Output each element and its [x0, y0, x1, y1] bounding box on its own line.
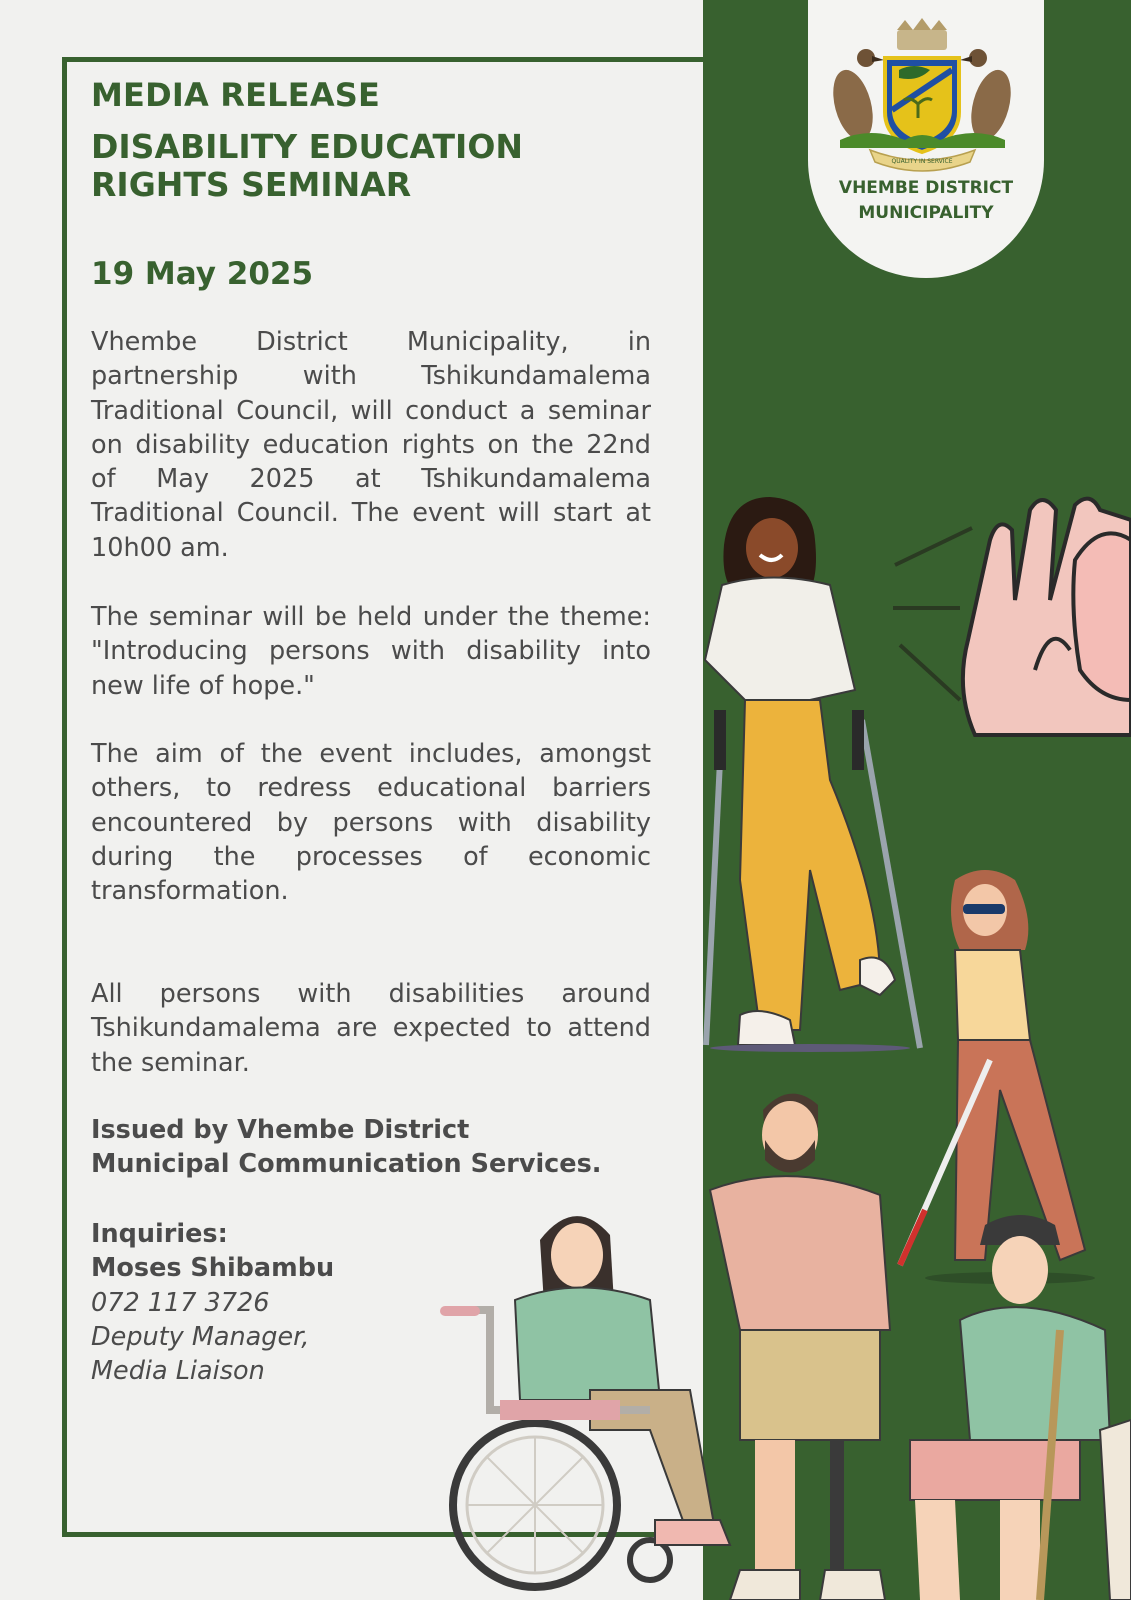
man-crutch-cap-illustration [910, 1215, 1131, 1600]
logo-motto: QUALITY IN SERVICE [891, 158, 953, 165]
paragraph-aim: The aim of the event includes, amongst others, to redress educational barriers encountered by persons with disability during the processes of economic transformation. [91, 739, 651, 907]
woman-crutches-illustration [705, 497, 920, 1052]
contact-role-line-1: Deputy Manager, [91, 1321, 310, 1352]
release-date: 19 May 2025 [91, 256, 314, 292]
paragraph-event-details: Vhembe District Municipality, in partnership with Tshikundamalema Traditional Council, will conduct a seminar on disability education rights on the 22nd of May 2025 at Tshikundamalema Traditional Council. The event will start at 10h00 am. [91, 327, 651, 563]
hand-ear-icon [893, 499, 1131, 735]
paragraph-theme: The seminar will be held under the theme: "Introducing persons with disability into new life of hope." [91, 602, 651, 701]
contact-name: Moses Shibambu [91, 1253, 335, 1284]
contact-role-line-2: Media Liaison [91, 1356, 265, 1387]
paragraph-attendance: All persons with disabilities around Tshikundamalema are expected to attend the seminar. [91, 979, 651, 1078]
woman-wheelchair-illustration [440, 1216, 730, 1587]
media-release-label: MEDIA RELEASE [91, 76, 381, 114]
title-line-2: RIGHTS SEMINAR [91, 165, 412, 204]
contact-phone: 072 117 3726 [91, 1287, 270, 1318]
title-line-1: DISABILITY EDUCATION [91, 127, 523, 166]
man-prosthetic-leg-illustration [710, 1094, 890, 1600]
coat-of-arms-icon [826, 18, 1017, 171]
logo-line-1: VHEMBE DISTRICT [838, 178, 1014, 198]
issued-line-1: Issued by Vhembe District [91, 1115, 470, 1145]
inquiries-label: Inquiries: [91, 1219, 228, 1249]
logo-name [808, 176, 1044, 226]
issued-line-2: Municipal Communication Services. [91, 1149, 602, 1180]
logo-line-2: MUNICIPALITY [858, 203, 994, 223]
